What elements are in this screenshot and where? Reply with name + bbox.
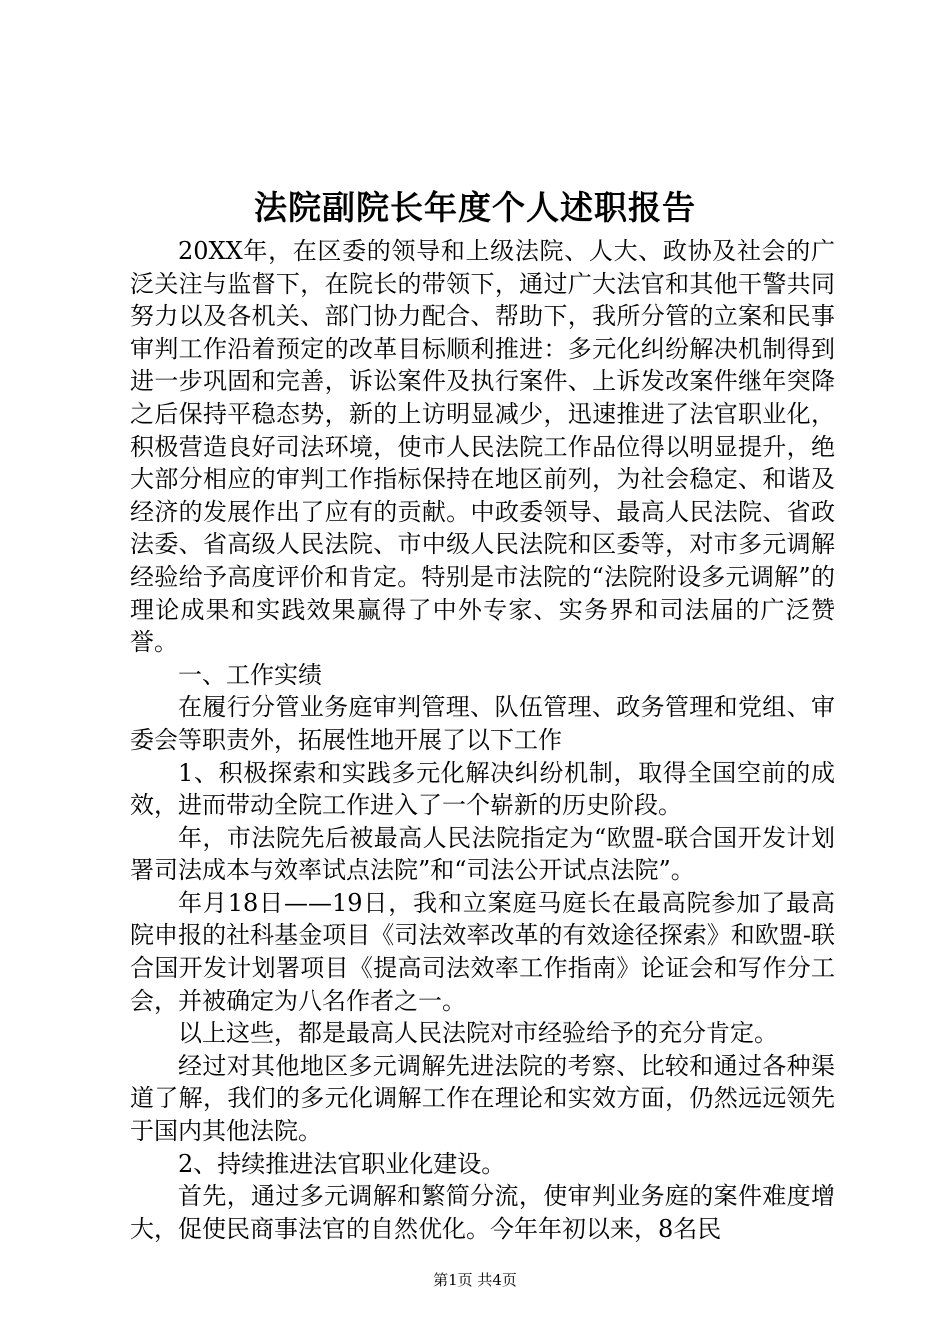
paragraph: 1、积极探索和实践多元化解决纠纷机制，取得全国空前的成效，进而带动全院工作进入了一个崭新的历史阶段。 bbox=[130, 758, 835, 820]
document-title: 法院副院长年度个人述职报告 bbox=[254, 188, 696, 227]
page-number: 第1页 共4页 bbox=[433, 1271, 517, 1289]
section-heading: 一、工作实绩 bbox=[178, 660, 322, 689]
paragraph: 经过对其他地区多元调解先进法院的考察、比较和通过各种渠道了解，我们的多元化调解工作在理论和实效方面，仍然远远领先于国内其他法院。 bbox=[130, 1051, 835, 1146]
paragraph: 年，市法院先后被最高人民法院指定为“欧盟-联合国开发计划署司法成本与效率试点法院”和“司法公开试点法院”。 bbox=[130, 823, 835, 885]
paragraph: 首先，通过多元调解和繁简分流，使审判业务庭的案件难度增大，促使民商事法官的自然优化。今年年初以来，8名民 bbox=[130, 1182, 835, 1243]
paragraph: 年月18日——19日，我和立案庭马庭长在最高院参加了最高院申报的社科基金项目《司法效率改革的有效途径探索》和欧盟-联合国开发计划署项目《提高司法效率工作指南》论证会和写作分工会，并被确定为八名作者之一。 bbox=[130, 888, 835, 1015]
document-body bbox=[130, 235, 835, 1245]
paragraph: 以上这些，都是最高人民法院对市经验给予的充分肯定。 bbox=[178, 1019, 778, 1048]
paragraph: 在履行分管业务庭审判管理、队伍管理、政务管理和党组、审委会等职责外，拓展性地开展了以下工作 bbox=[130, 693, 835, 754]
paragraph-intro: 20XX年，在区委的领导和上级法院、人大、政协及社会的广泛关注与监督下，在院长的带领下，通过广大法官和其他干警共同努力以及各机关、部门协力配合、帮助下，我所分管的立案和民事审判工作沿着预定的改革目标顺利推进：多元化纠纷解决机制得到进一步巩固和完善，诉讼案件及执行案件、上诉发改案件继年突降之后保持平稳态势，新的上访明显减少，迅速推进了法官职业化，积极营造良好司法环境，使市人民法院工作品位得以明显提升，绝大部分相应的审判工作指标保持在地区前列，为社会稳定、和谐及经济的发展作出了应有的贡献。中政委领导、最高人民法院、省政法委、省高级人民法院、市中级人民法院和区委等，对市多元调解经验给予高度评价和肯定。特别是市法院的“法院附设多元调解”的理论成果和实践效果赢得了中外专家、实务界和司法届的广泛赞誉。 bbox=[130, 237, 835, 657]
paragraph: 2、持续推进法官职业化建设。 bbox=[178, 1149, 506, 1178]
